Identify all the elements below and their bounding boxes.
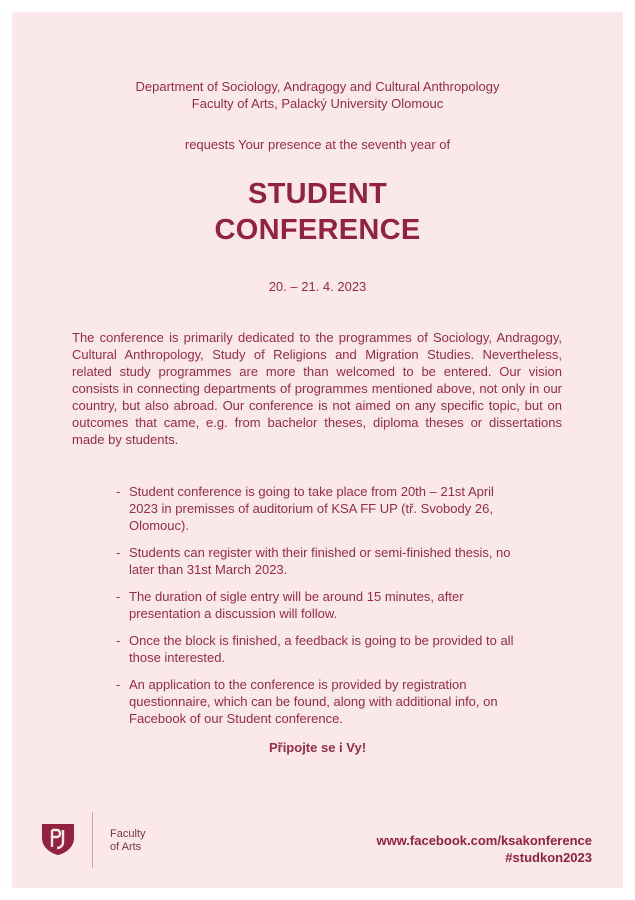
university-shield-logo-icon [40,822,76,856]
list-item-text: Once the block is finished, a feedback is going to be provided to all those interested. [129,633,514,665]
call-to-action: Připojte se i Vy! [268,740,367,755]
intro-paragraph: The conference is primarily dedicated to the programmes of Sociology, Andragogy, Cultural Anthropology, Study of Religions and Migration Studies. Nevertheless, related study programmes are more than welcomed to be entered. Our vision consists in connecting departments of programmes mentioned above, not only in our country, but also abroad. Our conference is not aimed on any specific topic, but on outcomes that came, e.g. from bachelor theses, diploma theses or dissertations made by students. [72,330,562,447]
list-item [116,544,516,578]
list-item-text: An application to the conference is provided by registration questionnaire, which can be found, along with additional info, on Facebook of our Student conference. [129,677,498,726]
list-item [116,632,516,666]
dash-marker: - [116,484,121,499]
logo-divider [92,812,93,868]
title-line-1: STUDENT [247,178,388,210]
list-item-text: Students can register with their finished or semi-finished thesis, no later than 31st March 2023. [129,545,511,577]
dash-marker: - [116,545,121,560]
title-line-2: CONFERENCE [214,214,421,246]
footer-links [376,832,592,866]
conference-date: 20. – 21. 4. 2023 [268,279,367,294]
list-item-text: The duration of sigle entry will be around 15 minutes, after presentation a discussion will follow. [129,589,464,621]
dash-marker: - [116,677,121,692]
faculty-line-1: Faculty [110,828,146,840]
faculty-line-2: of Arts [110,841,142,853]
list-item [116,483,516,534]
dash-marker: - [116,633,121,648]
list-item-text: Student conference is going to take place from 20th – 21st April 2023 in premisses of auditorium of KSA FF UP (tř. Svobody 26, Olomouc). [129,484,494,533]
list-item [116,588,516,622]
dash-marker: - [116,589,121,604]
faculty-university: Faculty of Arts, Palacký University Olomouc [191,96,444,111]
request-text: requests Your presence at the seventh year of [184,137,451,152]
department-name: Department of Sociology, Andragogy and Cultural Anthropology [135,79,500,94]
hashtag: #studkon2023 [505,850,592,865]
info-list [116,483,516,737]
list-item [116,676,516,727]
invitation-page [12,12,623,888]
facebook-link[interactable]: www.facebook.com/ksakonference [376,833,592,848]
faculty-of-arts-label [110,828,145,854]
